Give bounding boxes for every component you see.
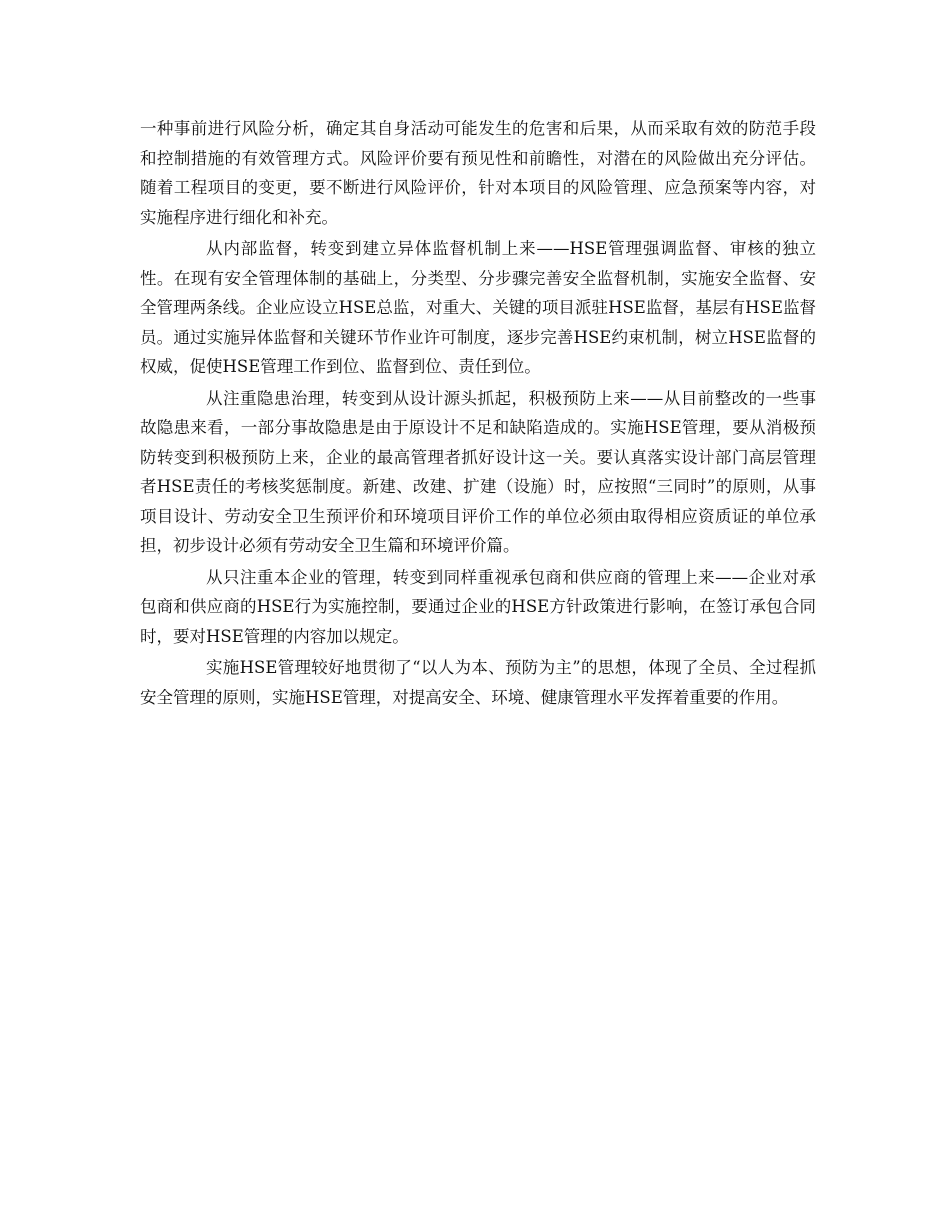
paragraph-supervision: 从内部监督，转变到建立异体监督机制上来——HSE管理强调监督、审核的独立性。在现有安全管理体制的基础上，分类型、分步骤完善安全监督机制，实施安全监督、安全管理两条线。企业应设立HSE总监，对重大、关键的项目派驻HSE监督，基层有HSE监督员。通过实施异体监督和关键环节作业许可制度，逐步完善HSE约束机制，树立HSE监督的权威，促使HSE管理工作到位、监督到位、责任到位。 (140, 239, 816, 376)
paragraph-contractors: 从只注重本企业的管理，转变到同样重视承包商和供应商的管理上来——企业对承包商和供应商的HSE行为实施控制，要通过企业的HSE方针政策进行影响，在签订承包合同时，要对HSE管理的内容加以规定。 (140, 567, 816, 646)
paragraph-design-prevention: 从注重隐患治理，转变到从设计源头抓起，积极预防上来——从目前整改的一些事故隐患来看，一部分事故隐患是由于原设计不足和缺陷造成的。实施HSE管理，要从消极预防转变到积极预防上来，企业的最高管理者抓好设计这一关。要认真落实设计部门高层管理者HSE责任的考核奖惩制度。新建、改建、扩建（设施）时，应按照“三同时”的原则，从事项目设计、劳动安全卫生预评价和环境项目评价工作的单位必须由取得相应资质证的单位承担，初步设计必须有劳动安全卫生篇和环境评价篇。 (140, 388, 816, 555)
paragraph-conclusion: 实施HSE管理较好地贯彻了“以人为本、预防为主”的思想，体现了全员、全过程抓安全管理的原则，实施HSE管理，对提高安全、环境、健康管理水平发挥着重要的作用。 (140, 658, 816, 707)
document-body (140, 114, 816, 714)
paragraph-risk-assessment: 一种事前进行风险分析，确定其自身活动可能发生的危害和后果，从而采取有效的防范手段和控制措施的有效管理方式。风险评价要有预见性和前瞻性，对潜在的风险做出充分评估。随着工程项目的变更，要不断进行风险评价，针对本项目的风险管理、应急预案等内容，对实施程序进行细化和补充。 (140, 119, 816, 227)
